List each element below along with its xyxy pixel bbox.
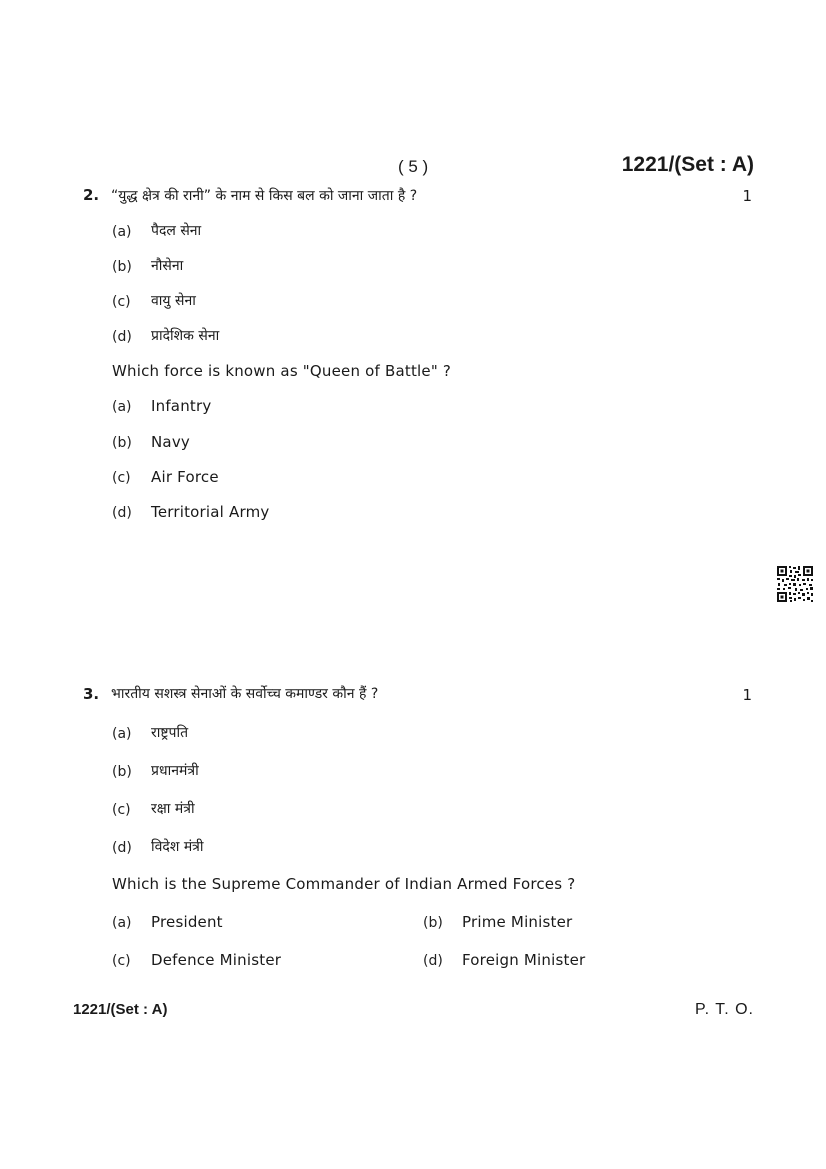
q2-en-option-d-text: Territorial Army	[151, 503, 270, 521]
q2-en-option-c-text: Air Force	[151, 468, 219, 486]
question-3-marks: 1	[742, 686, 752, 704]
q3-en-option-d-text: Foreign Minister	[462, 951, 586, 969]
q3-hi-option-d-label: (d)	[112, 840, 132, 856]
qr-code-icon	[776, 565, 814, 603]
q2-en-option-a-text: Infantry	[151, 397, 212, 415]
q3-en-option-c-text: Defence Minister	[151, 951, 282, 969]
q3-hi-option-c-label: (c)	[112, 802, 131, 818]
q3-en-option-b-text: Prime Minister	[462, 913, 573, 931]
q3-hi-option-d-text: विदेश मंत्री	[151, 839, 204, 855]
question-2-marks: 1	[742, 187, 752, 205]
q3-en-option-a-label: (a)	[112, 915, 132, 931]
q2-en-option-c-label: (c)	[112, 470, 131, 486]
q2-hi-option-d-label: (d)	[112, 329, 132, 345]
q3-hi-option-a-label: (a)	[112, 726, 132, 742]
please-turn-over: P. T. O.	[695, 1001, 754, 1018]
question-3-text-english: Which is the Supreme Commander of Indian Armed Forces ?	[112, 875, 576, 893]
q3-hi-option-c-text: रक्षा मंत्री	[151, 801, 195, 817]
q3-en-option-d-label: (d)	[423, 953, 443, 969]
question-2-text-hindi: “युद्ध क्षेत्र की रानी” के नाम से किस बल को जाना जाता है ?	[111, 188, 418, 204]
page-number: ( 5 )	[398, 157, 429, 176]
q3-hi-option-b-label: (b)	[112, 764, 132, 780]
paper-code-footer: 1221/(Set : A)	[73, 1001, 168, 1018]
q2-en-option-b-label: (b)	[112, 435, 132, 451]
paper-code-header: 1221/(Set : A)	[621, 153, 754, 176]
q2-hi-option-d-text: प्रादेशिक सेना	[151, 328, 220, 344]
q2-en-option-d-label: (d)	[112, 505, 132, 521]
question-2-text-english: Which force is known as "Queen of Battle" ?	[112, 362, 452, 380]
q3-hi-option-b-text: प्रधानमंत्री	[151, 763, 199, 779]
q2-hi-option-a-label: (a)	[112, 224, 132, 240]
q2-en-option-a-label: (a)	[112, 399, 132, 415]
q2-en-option-b-text: Navy	[151, 433, 190, 451]
question-3-text-hindi: भारतीय सशस्त्र सेनाओं के सर्वोच्च कमाण्डर कौन हैं ?	[111, 686, 379, 702]
q3-hi-option-a-text: राष्ट्रपति	[151, 725, 189, 741]
q3-en-option-c-label: (c)	[112, 953, 131, 969]
q2-hi-option-a-text: पैदल सेना	[151, 223, 202, 239]
question-2-number: 2.	[83, 186, 100, 204]
q2-hi-option-c-text: वायु सेना	[151, 293, 196, 309]
q2-hi-option-c-label: (c)	[112, 294, 131, 310]
q2-hi-option-b-label: (b)	[112, 259, 132, 275]
q3-en-option-a-text: President	[151, 913, 223, 931]
q2-hi-option-b-text: नौसेना	[151, 258, 184, 274]
question-3-number: 3.	[83, 685, 100, 703]
q3-en-option-b-label: (b)	[423, 915, 443, 931]
